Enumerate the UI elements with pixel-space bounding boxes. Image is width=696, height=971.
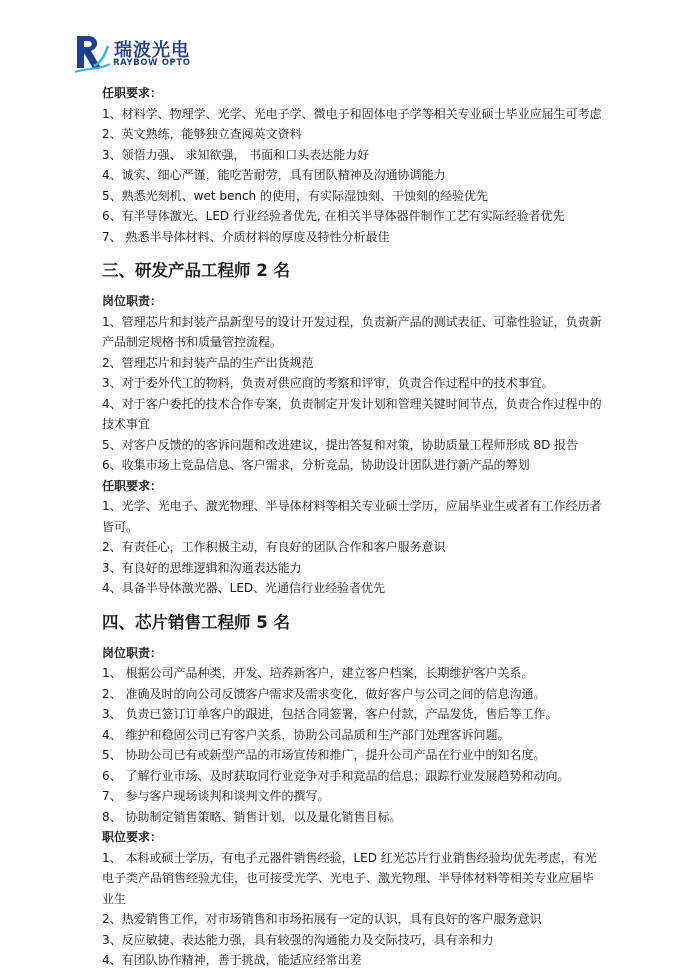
list-item: 3、对于委外代工的物料，负责对供应商的考察和评审，负责合作过程中的技术事宜。 [102,376,554,390]
list-item: 2、 准确及时的向公司反馈客户需求及需求变化，做好客户与公司之间的信息沟通。 [102,686,546,701]
list-item: 3、 负责已签订订单客户的跟进，包括合同签署，客户付款，产品发货，售后等工作。 [102,707,558,721]
list-item: 4、对于客户委托的技术合作专案，负责制定开发计划和管理关键时间节点，负责合作过程中的技术事宜 [102,396,602,431]
list-item-text: 1、材料学、物理学、光学、光电子学、微电子和固体电子学等相关专业硕士毕业应届生可考虑 [102,106,602,121]
list-item: 2、管理芯片和封装产品的生产出货规范 [102,355,314,370]
list-item: 1、光学、光电子、激光物理、半导体材料等相关专业硕士学历，应届毕业生或者有工作经历者皆可。 [102,499,602,534]
list-item: 1、 本科或硕士学历，有电子元器件销售经验，LED 红光芯片行业销售经验均优先考虑，有光电子类产品销售经验尤佳，也可接受光学、光电子、激光物理、半导体材料等相关专业应届毕业生 [102,850,597,906]
raybow-logo-icon [74,32,112,76]
list-item: 6、收集市场上竞品信息、客户需求，分析竞品，协助设计团队进行新产品的筹划 [102,458,530,472]
logo-name-cn: 瑞波光电 [114,40,190,61]
list-item: 2、有责任心，工作积极主动，有良好的团队合作和客户服务意识 [102,540,446,554]
list-item: 2、热爱销售工作，对市场销售和市场拓展有一定的认识，具有良好的客户服务意识 [102,912,542,926]
list-item: 5、 协助公司已有或新型产品的市场宣传和推广，提升公司产品在行业中的知名度。 [102,748,546,762]
list-item: 4、具备半导体激光器、LED、光通信行业经验者优先 [102,581,386,595]
list-item: 7、 熟悉半导体材料、介质材料的厚度及特性分析最佳 [102,229,390,244]
list-item: 1、管理芯片和封装产品新型号的设计开发过程，负责新产品的测试表征、可靠性验证，负责新产品制定规格书和质量管控流程。 [102,314,602,349]
section-heading: 职位要求： [102,830,163,844]
section-title: 三、研发产品工程师 2 名 [102,261,290,280]
logo-name-en: RAYBOW OPTO [113,58,191,68]
list-item: 6、有半导体激光、LED 行业经验者优先, 在相关半导体器件制作工艺有实际经验者优先 [102,209,565,223]
list-item: 7、 参与客户现场谈判和谈判文件的撰写。 [102,789,330,803]
list-item: 4、诚实、细心严谨，能吃苦耐劳，具有团队精神及沟通协调能力 [102,168,446,182]
list-item: 6、 了解行业市场、及时获取同行业竞争对手和竞品的信息；跟踪行业发展趋势和动向。 [102,768,570,783]
section-title: 四、芯片销售工程师 5 名 [102,612,290,632]
list-item: 3、领悟力强、 求知欲强， 书面和口头表达能力好 [102,147,370,162]
company-logo [74,32,204,76]
list-item: 3、反应敏捷、表达能力强，具有较强的沟通能力及交际技巧，具有亲和力 [102,932,494,947]
document-body [102,83,602,971]
list-item: 8、 协助制定销售策略、销售计划，以及量化销售目标。 [102,809,402,824]
list-item: 5、对客户反馈的的客诉问题和改进建议，提出答复和对策，协助质量工程师形成 8D 报告 [102,437,579,452]
list-item: 4、 维护和稳固公司已有客户关系，协助公司品质和生产部门处理客诉问题。 [102,727,510,742]
section-heading: 岗位职责： [102,294,163,308]
section-heading: 任职要求： [102,478,163,493]
section-heading: 任职要求： [102,86,163,100]
list-item: 4、有团队协作精神，善于挑战，能适应经常出差 [102,953,362,967]
section-heading: 岗位职责： [102,645,163,660]
list-item: 1、 根据公司产品种类，开发、培养新客户，建立客户档案，长期维护客户关系。 [102,666,534,680]
list-item: 2、英文熟练，能够独立查阅英文资料 [102,127,302,141]
list-item: 5、熟悉光刻机、wet bench 的使用，有实际湿蚀刻、干蚀刻的经验优先 [102,188,488,203]
list-item: 3、有良好的思维逻辑和沟通表达能力 [102,560,302,575]
list-item [102,104,602,125]
